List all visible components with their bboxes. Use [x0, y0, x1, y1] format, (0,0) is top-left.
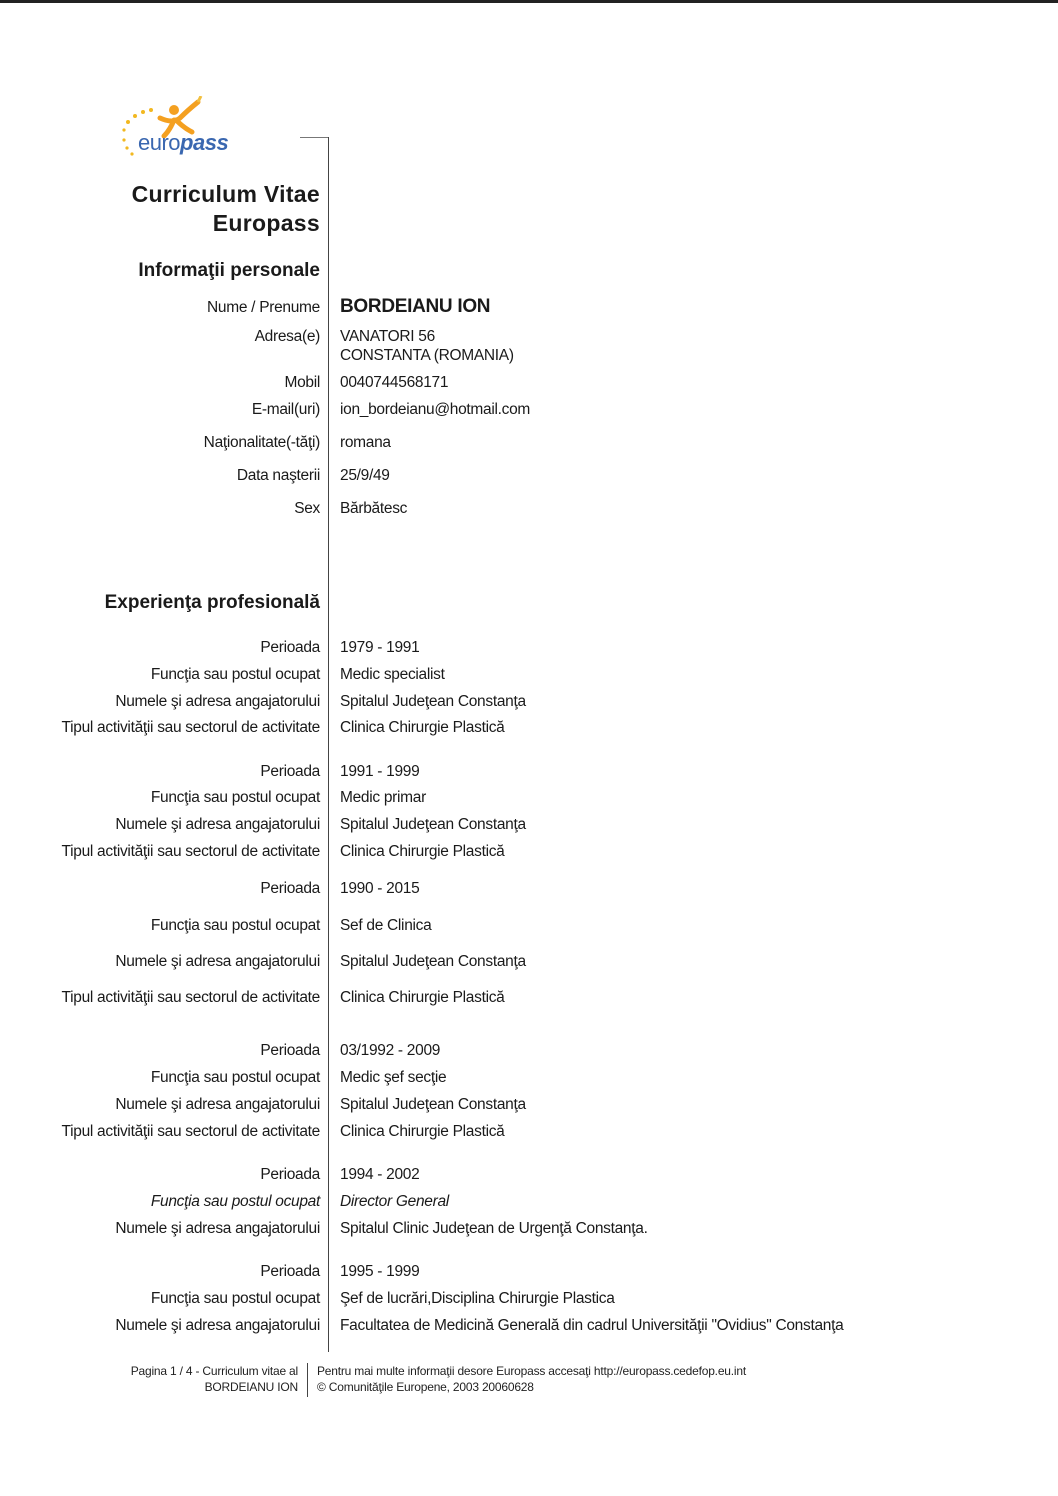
email-value: ion_bordeianu@hotmail.com	[340, 401, 531, 418]
position-label: Funcţia sau postul ocupat	[150, 666, 320, 683]
employer-value: Spitalul Judeţean Constanţa	[340, 953, 526, 970]
footer-info: Pentru mai multe informaţii desore Europass accesaţi http://europass.cedefop.eu.int © Comunităţile Europene, 2003 20060628	[317, 1364, 746, 1394]
divider-tick	[300, 137, 328, 138]
scan-edge	[0, 0, 1058, 3]
period-value: 1995 - 1999	[340, 1263, 420, 1280]
birthdate-value: 25/9/49	[340, 467, 390, 484]
period-value: 1991 - 1999	[340, 763, 420, 780]
employer-value: Spitalul Clinic Judeţean de Urgenţă Constanţa.	[340, 1220, 648, 1237]
period-value: 1994 - 2002	[340, 1166, 420, 1183]
personal-info-heading: Informaţii personale	[138, 260, 320, 281]
europass-logo-text: europass	[138, 130, 229, 155]
column-divider	[328, 137, 329, 1352]
address-label: Adresa(e)	[254, 328, 320, 345]
address-line2: CONSTANTA (ROMANIA)	[340, 347, 514, 364]
position-label: Funcţia sau postul ocupat	[150, 917, 320, 934]
position-label: Funcţia sau postul ocupat	[150, 789, 320, 806]
footer-page-info: Pagina 1 / 4 - Curriculum vitae al BORDEIANU ION	[130, 1364, 298, 1394]
employer-label: Numele şi adresa angajatorului	[115, 693, 320, 710]
period-value: 1990 - 2015	[340, 880, 420, 897]
sector-value: Clinica Chirurgie Plastică	[340, 1123, 505, 1140]
nationality-value: romana	[340, 434, 391, 451]
employer-label: Numele şi adresa angajatorului	[115, 816, 320, 833]
footer-divider	[307, 1363, 308, 1397]
sector-value: Clinica Chirurgie Plastică	[340, 843, 505, 860]
mobile-label: Mobil	[284, 374, 320, 391]
employer-value: Spitalul Judeţean Constanţa	[340, 693, 526, 710]
sector-label: Tipul activităţii sau sectorul de activitate	[61, 989, 320, 1006]
sector-label: Tipul activităţii sau sectorul de activitate	[61, 843, 320, 860]
period-label: Perioada	[260, 1263, 320, 1280]
nationality-label: Naţionalitate(-tăţi)	[203, 434, 320, 451]
position-value: Sef de Clinica	[340, 917, 432, 934]
position-value: Medic primar	[340, 789, 426, 806]
period-label: Perioada	[260, 763, 320, 780]
mobile-value: 0040744568171	[340, 374, 449, 391]
sex-label: Sex	[294, 500, 320, 517]
period-label: Perioada	[260, 880, 320, 897]
position-value: Director General	[340, 1193, 449, 1210]
employer-value: Facultatea de Medicină Generală din cadrul Universităţii "Ovidius" Constanţa	[340, 1317, 844, 1334]
position-value: Medic şef secţie	[340, 1069, 447, 1086]
employer-label: Numele şi adresa angajatorului	[115, 1317, 320, 1334]
birthdate-label: Data naşterii	[236, 467, 320, 484]
period-label: Perioada	[260, 639, 320, 656]
employer-value: Spitalul Judeţean Constanţa	[340, 816, 526, 833]
address-line1: VANATORI 56	[340, 328, 435, 345]
position-value: Medic specialist	[340, 666, 445, 683]
sex-value: Bărbătesc	[340, 500, 408, 517]
employer-label: Numele şi adresa angajatorului	[115, 1220, 320, 1237]
name-value: BORDEIANU ION	[340, 296, 491, 317]
employer-value: Spitalul Judeţean Constanţa	[340, 1096, 526, 1113]
employer-label: Numele şi adresa angajatorului	[115, 1096, 320, 1113]
position-label: Funcţia sau postul ocupat	[150, 1290, 320, 1307]
period-value: 1979 - 1991	[340, 639, 420, 656]
position-label: Funcţia sau postul ocupat	[150, 1069, 320, 1086]
position-label: Funcţia sau postul ocupat	[150, 1193, 320, 1210]
employer-label: Numele şi adresa angajatorului	[115, 953, 320, 970]
name-label: Nume / Prenume	[207, 299, 320, 316]
sector-value: Clinica Chirurgie Plastică	[340, 719, 505, 736]
period-value: 03/1992 - 2009	[340, 1042, 441, 1059]
experience-heading: Experienţa profesională	[104, 592, 320, 613]
email-label: E-mail(uri)	[251, 401, 320, 418]
sector-label: Tipul activităţii sau sectorul de activitate	[61, 719, 320, 736]
sector-label: Tipul activităţii sau sectorul de activitate	[61, 1123, 320, 1140]
period-label: Perioada	[260, 1166, 320, 1183]
position-value: Şef de lucrări,Disciplina Chirurgie Plastica	[340, 1290, 615, 1307]
period-label: Perioada	[260, 1042, 320, 1059]
cv-title: Curriculum Vitae Europass	[131, 181, 320, 236]
sector-value: Clinica Chirurgie Plastică	[340, 989, 505, 1006]
